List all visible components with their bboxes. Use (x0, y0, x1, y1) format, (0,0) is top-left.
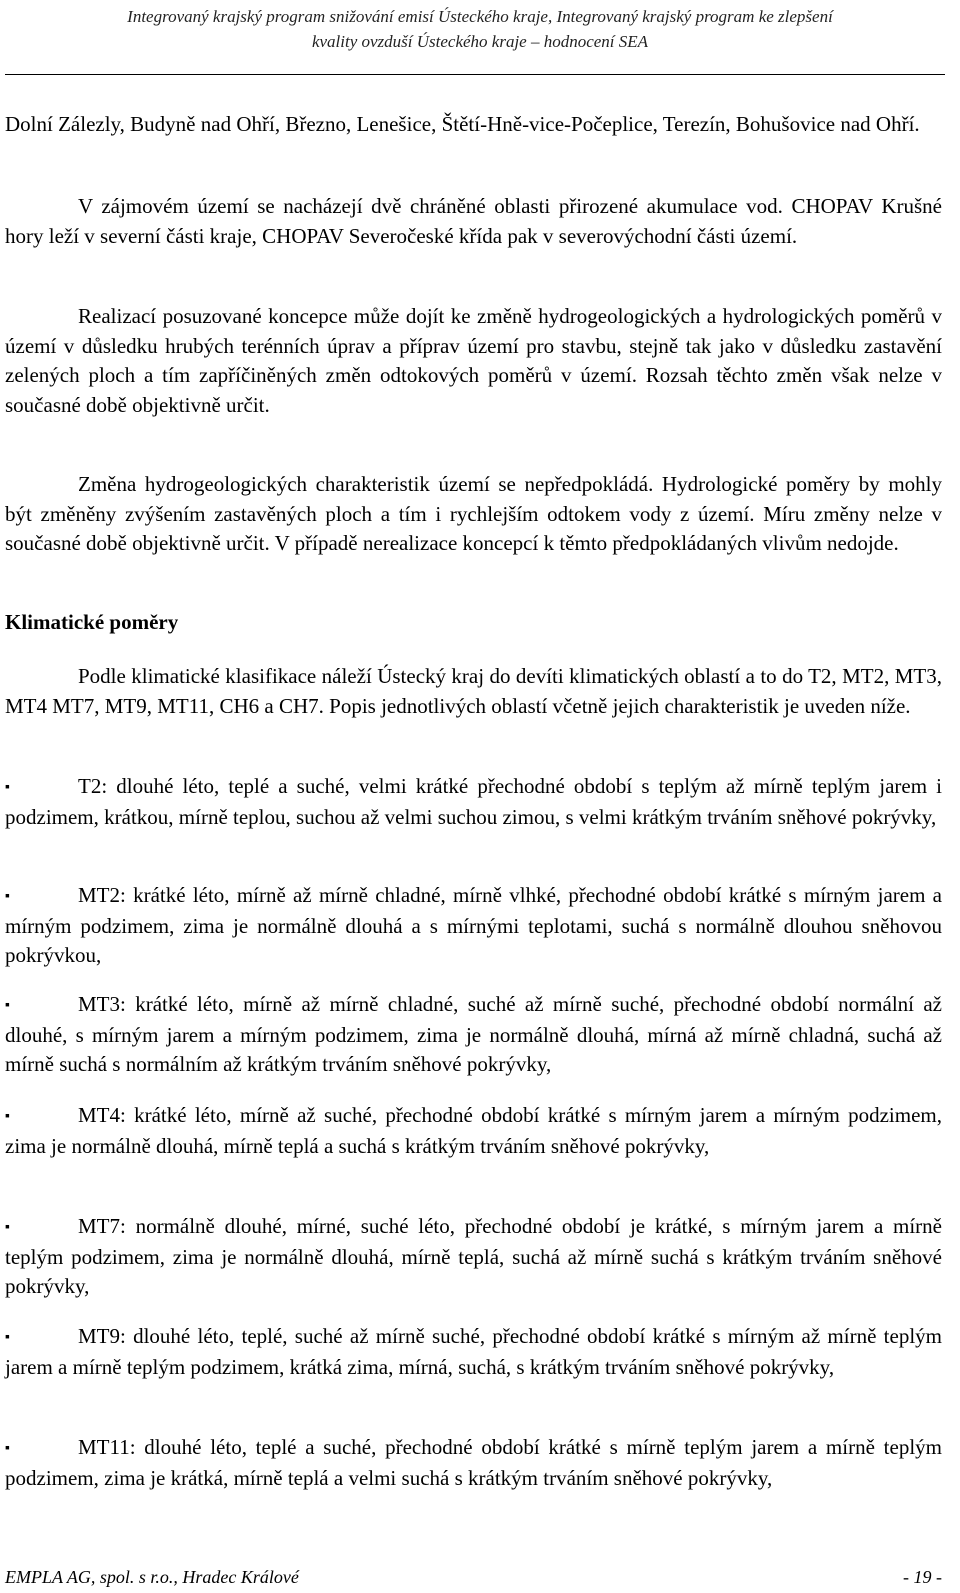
header-divider (5, 74, 945, 75)
footer-page-number: - 19 - (903, 1567, 942, 1587)
bullet-text: T2: dlouhé léto, teplé a suché, velmi krátké přechodné období s teplým až mírně teplým jarem i podzimem, krátkou, mírně teplou, suchou až velmi suchou zimou, s velmi krátkým trváním sněhové pokrývky, (5, 774, 942, 829)
bullet-square-icon: ▪ (5, 889, 10, 904)
paragraph-water-accumulation: V zájmovém území se nacházejí dvě chráněné oblasti přirozené akumulace vod. CHOPAV Krušné hory leží v severní části kraje, CHOPAV Severočeské křída pak v severovýchodní části území. (5, 194, 942, 248)
footer-company: EMPLA AG, spol. s r.o., Hradec Králové (5, 1567, 299, 1587)
bullet-square-icon: ▪ (5, 780, 10, 795)
header-line-2: kvality ovzduší Ústeckého kraje – hodnocení SEA (311, 32, 649, 51)
section-heading-climate: Klimatické poměry (5, 610, 179, 634)
bullet-item-mt2 (5, 881, 942, 971)
page-header (0, 4, 960, 54)
header-line-1: Integrovaný krajský program snižování emisí Ústeckého kraje, Integrovaný krajský program ke zlepšení (127, 7, 833, 26)
bullet-text: MT4: krátké léto, mírně až suché, přechodné období krátké s mírným jarem a mírným podzimem, zima je normálně dlouhá, mírně teplá a suchá s krátkým trváním sněhové pokrývky, (5, 1103, 942, 1158)
bullet-text: MT3: krátké léto, mírně až mírně chladné, suché až mírně suché, přechodné období normální až dlouhé, s mírným jarem a mírným podzimem, zima je normálně dlouhá, mírná až mírně chladná, suchá až mírně suchá s normálním až krátkým trváním sněhové pokrývky, (5, 992, 942, 1076)
bullet-item-mt4 (5, 1101, 942, 1161)
bullet-item-t2 (5, 772, 942, 832)
bullet-square-icon: ▪ (5, 998, 10, 1013)
bullet-square-icon: ▪ (5, 1220, 10, 1235)
bullet-text: MT7: normálně dlouhé, mírné, suché léto, přechodné období je krátké, s mírným jarem a mírně teplým podzimem, zima je normálně dlouhá, mírně teplá, suchá až mírně suchá s krátkým trváním sněhové pokrývky, (5, 1214, 942, 1298)
bullet-square-icon: ▪ (5, 1330, 10, 1345)
paragraph-hydrological-conditions: Změna hydrogeologických charakteristik území se nepředpokládá. Hydrologické poměry by mohly být změněny zvýšením zastavěných ploch a tím i rychlejším odtokem vody z území. Míru změny nelze v současné době objektivně určit. V případě nerealizace koncepcí k těmto předpokládaných vlivům nedojde. (5, 472, 942, 555)
bullet-item-mt3 (5, 990, 942, 1080)
bullet-item-mt11 (5, 1433, 942, 1493)
bullet-square-icon: ▪ (5, 1441, 10, 1456)
bullet-square-icon: ▪ (5, 1109, 10, 1124)
paragraph-hydrogeological-change: Realizací posuzované koncepce může dojít ke změně hydrogeologických a hydrologických poměrů v území v důsledku hrubých terénních úprav a příprav území pro stavbu, stejně tak jako v důsledku zastavění zelených ploch a tím zapříčiněných změn odtokových poměrů v území. Rozsah těchto změn však nelze v současné době objektivně určit. (5, 304, 942, 417)
bullet-text: MT9: dlouhé léto, teplé, suché až mírně suché, přechodné období krátké s mírným až mírně teplým jarem a mírně teplým podzimem, krátká zima, mírná, suchá, s krátkým trváním sněhové pokrývky, (5, 1324, 942, 1379)
bullet-text: MT11: dlouhé léto, teplé a suché, přechodné období krátké s mírně teplým jarem a mírně teplým podzimem, zima je krátká, mírně teplá a velmi suchá s krátkým trváním sněhové pokrývky, (5, 1435, 942, 1490)
bullet-text: MT2: krátké léto, mírně až mírně chladné, mírně vlhké, přechodné období krátké s mírným jarem a mírným podzimem, zima je normálně dlouhá a s mírnými teplotami, suchá s normálně dlouhou sněhovou pokrývkou, (5, 883, 942, 967)
paragraph-climate-classification: Podle klimatické klasifikace náleží Ústecký kraj do devíti klimatických oblastí a to do T2, MT2, MT3, MT4 MT7, MT9, MT11, CH6 a CH7. Popis jednotlivých oblastí včetně jejich charakteristik je uveden níže. (5, 664, 942, 718)
paragraph-municipalities: Dolní Zálezly, Budyně nad Ohří, Březno, Lenešice, Štětí-Hně-vice-Počeplice, Terezín, Bohušovice nad Ohří. (5, 112, 920, 136)
bullet-item-mt9 (5, 1322, 942, 1382)
bullet-item-mt7 (5, 1212, 942, 1302)
